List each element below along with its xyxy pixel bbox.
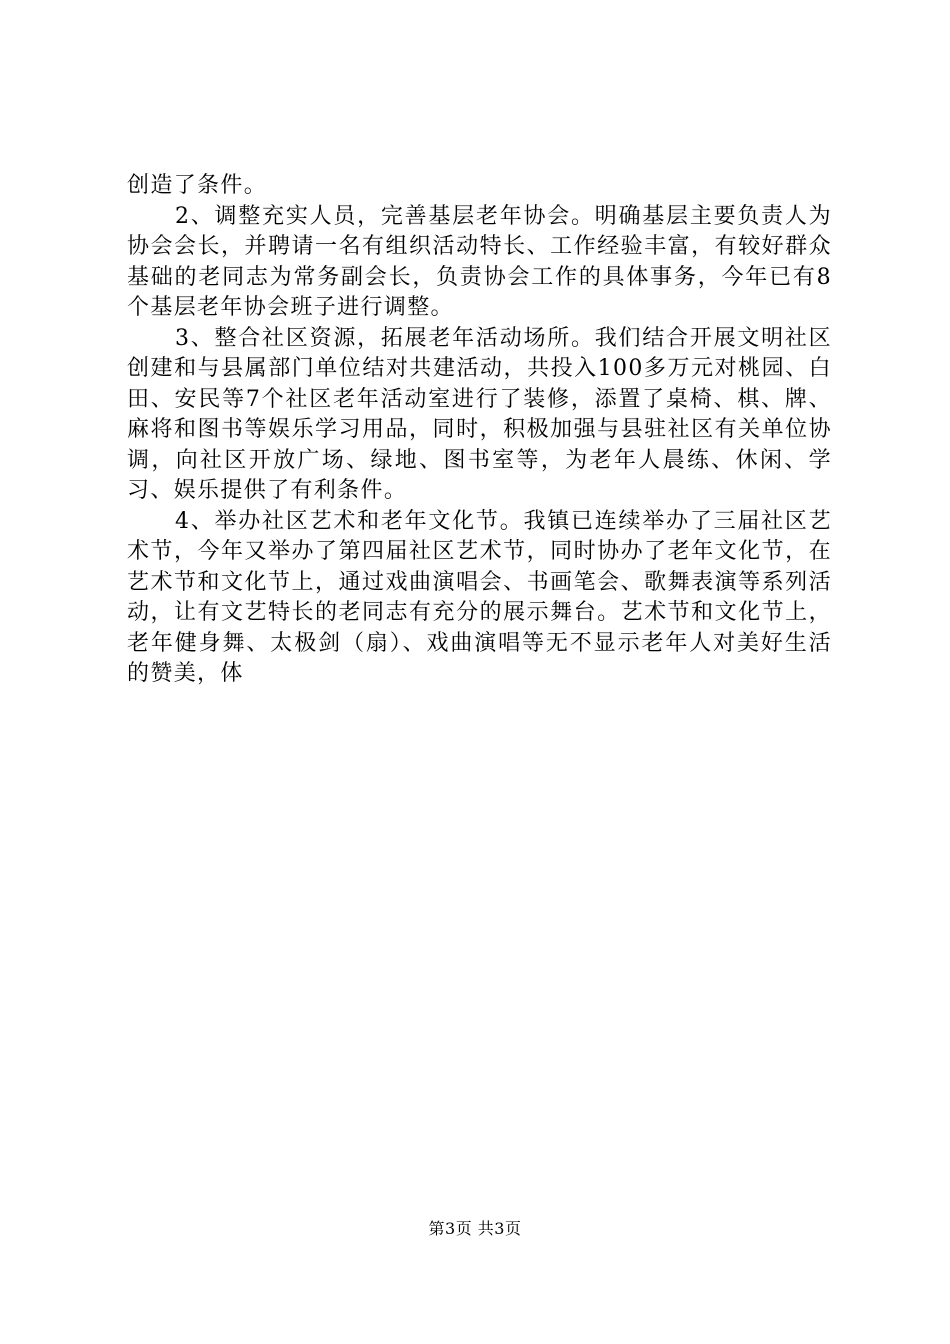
- paragraph-item-3: 3、整合社区资源，拓展老年活动场所。我们结合开展文明社区创建和与县属部门单位结对共建活动，共投入100多万元对桃园、白田、安民等7个社区老年活动室进行了装修，添置了桌椅、棋、牌、麻将和图书等娱乐学习用品，同时，积极加强与县驻社区有关单位协调，向社区开放广场、绿地、图书室等，为老年人晨练、休闲、学习、娱乐提供了有利条件。: [127, 325, 832, 503]
- paragraph-item-4: 4、举办社区艺术和老年文化节。我镇已连续举办了三届社区艺术节，今年又举办了第四届社区艺术节，同时协办了老年文化节，在艺术节和文化节上，通过戏曲演唱会、书画笔会、歌舞表演等系列活动，让有文艺特长的老同志有充分的展示舞台。艺术节和文化节上，老年健身舞、太极剑（扇）、戏曲演唱等无不显示老年人对美好生活的赞美，体: [127, 508, 832, 686]
- paragraph-item-2: 2、调整充实人员，完善基层老年协会。明确基层主要负责人为协会会长，并聘请一名有组织活动特长、工作经验丰富，有较好群众基础的老同志为常务副会长，负责协会工作的具体事务，今年已有8个基层老年协会班子进行调整。: [127, 203, 832, 320]
- paragraph-continuation: 创造了条件。: [127, 173, 268, 198]
- page-footer: 第3页 共3页: [428, 1219, 522, 1238]
- document-body: [127, 171, 832, 690]
